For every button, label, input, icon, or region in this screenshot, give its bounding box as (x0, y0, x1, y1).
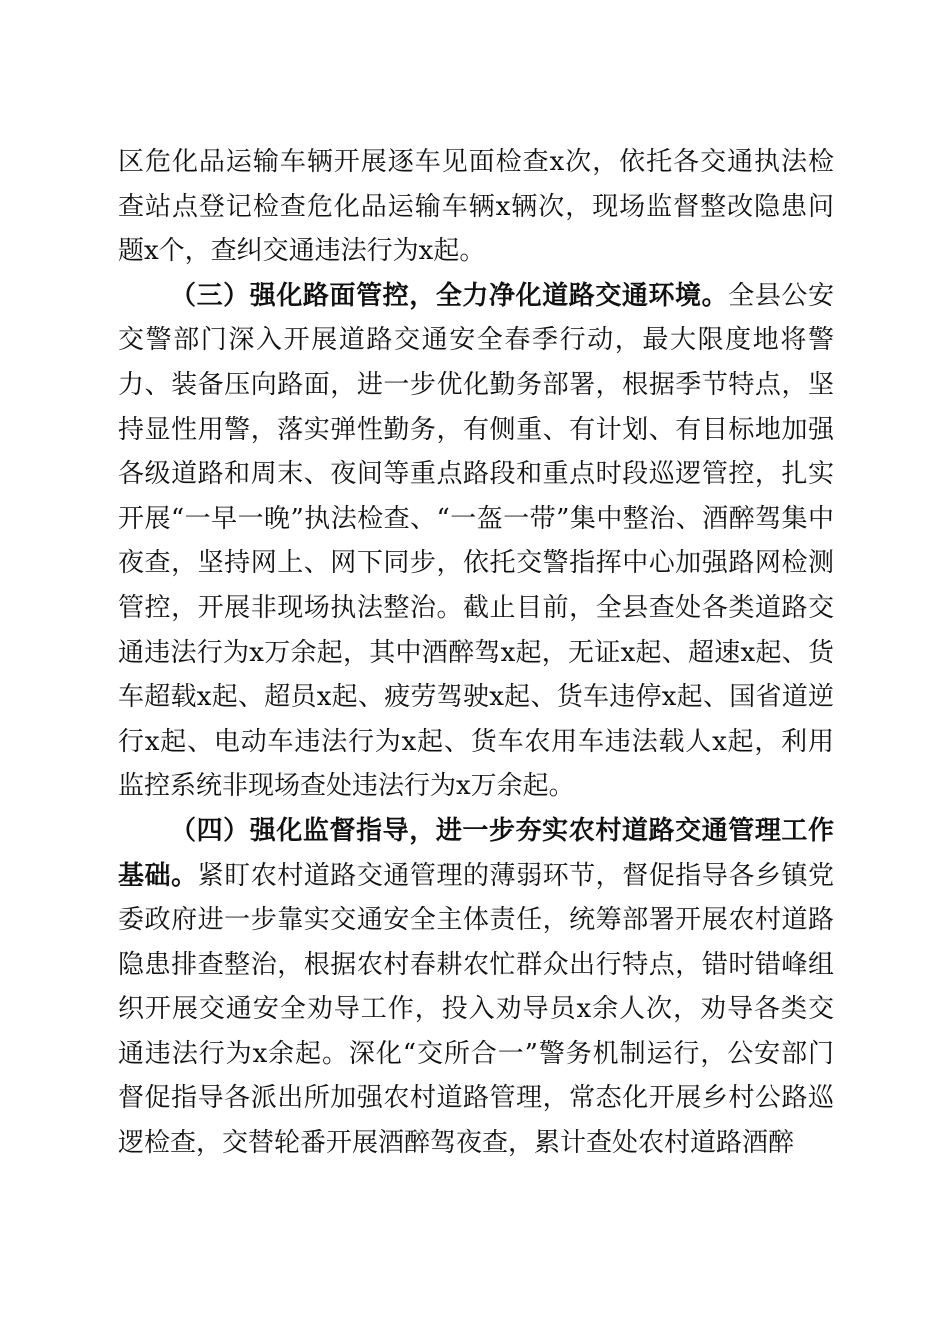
document-body (118, 140, 834, 1166)
section-heading: （三）强化路面管控，全力净化道路交通环境。 (170, 280, 729, 311)
paragraph-body: 区危化品运输车辆开展逐车见面检查x次，依托各交通执法检查站点登记检查危化品运输车辆x辆次，现场监督整改隐患问题x个，查纠交通违法行为x起。 (118, 147, 834, 267)
paragraph-body: 全县公安交警部门深入开展道路交通安全春季行动，最大限度地将警力、装备压向路面，进一步优化勤务部署，根据季节特点，坚持显性用警，落实弹性勤务，有侧重、有计划、有目标地加强各级道路和周末、夜间等重点路段和重点时段巡逻管控，扎实开展“一早一晚”执法检查、“一盔一带”集中整治、酒醉驾集中夜查，坚持网上、网下同步，依托交警指挥中心加强路网检测管控，开展非现场执法整治。截止目前，全县查处各类道路交通违法行为x万余起，其中酒醉驾x起，无证x起、超速x起、货车超载x起、超员x起、疲劳驾驶x起、货车违停x起、国省道逆行x起、电动车违法行为x起、货车农用车违法载人x起，利用监控系统非现场查处违法行为x万余起。 (118, 280, 834, 802)
paragraph-continued (118, 140, 834, 274)
section-heading: （四）强化监督指导，进一步夯实农村道路交通管理工作基础。 (118, 815, 834, 891)
paragraph-body: 紧盯农村道路交通管理的薄弱环节，督促指导各乡镇党委政府进一步靠实交通安全主体责任，统筹部署开展农村道路隐患排查整治，根据农村春耕农忙群众出行特点，错时错峰组织开展交通安全劝导工作，投入劝导员x余人次，劝导各类交通违法行为x余起。深化“交所合一”警务机制运行，公安部门督促指导各派出所加强农村道路管理，常态化开展乡村公路巡逻检查，交替轮番开展酒醉驾夜查，累计查处农村道路酒醉 (118, 860, 834, 1159)
paragraph-section-three (118, 274, 834, 809)
paragraph-section-four (118, 809, 834, 1166)
